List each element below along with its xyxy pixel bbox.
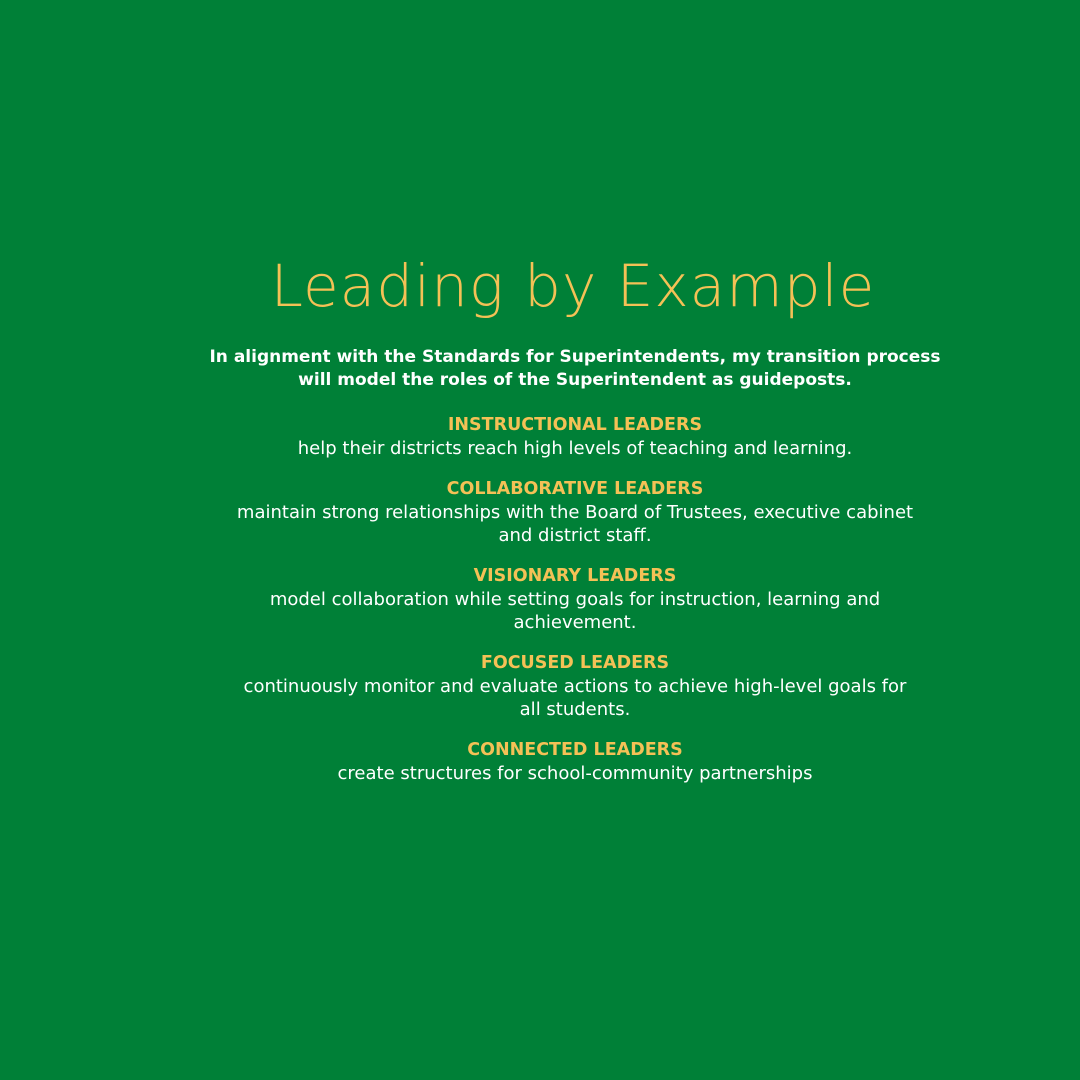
role-collaborative bbox=[70, 478, 1080, 547]
page-title: Leading by Example bbox=[270, 252, 876, 320]
roles-list bbox=[0, 414, 1080, 785]
role-description-line: and district staff. bbox=[498, 525, 652, 546]
role-description-line: continuously monitor and evaluate actions to achieve high-level goals for bbox=[243, 676, 907, 697]
role-heading: VISIONARY LEADERS bbox=[473, 566, 677, 586]
role-description bbox=[70, 437, 1080, 460]
role-description-line: help their districts reach high levels of teaching and learning. bbox=[297, 438, 853, 459]
intro-paragraph bbox=[70, 346, 1080, 392]
role-description-line: maintain strong relationships with the Board of Trustees, executive cabinet bbox=[236, 502, 914, 523]
intro-line: In alignment with the Standards for Superintendents, my transition process bbox=[209, 347, 941, 367]
role-heading: FOCUSED LEADERS bbox=[480, 653, 670, 673]
role-visionary bbox=[70, 565, 1080, 634]
role-description bbox=[70, 501, 1080, 547]
role-instructional bbox=[70, 414, 1080, 460]
role-description-line: create structures for school-community partnerships bbox=[337, 763, 813, 784]
role-description bbox=[70, 675, 1080, 721]
role-description-line: model collaboration while setting goals for instruction, learning and bbox=[269, 589, 881, 610]
role-connected bbox=[70, 739, 1080, 785]
intro-line: will model the roles of the Superintendent as guideposts. bbox=[298, 370, 852, 390]
role-description-line: achievement. bbox=[513, 612, 637, 633]
role-heading: COLLABORATIVE LEADERS bbox=[446, 479, 704, 499]
role-description bbox=[70, 588, 1080, 634]
role-focused bbox=[70, 652, 1080, 721]
role-description bbox=[70, 762, 1080, 785]
slide-content bbox=[0, 250, 1080, 785]
role-heading: CONNECTED LEADERS bbox=[467, 740, 683, 760]
role-heading: INSTRUCTIONAL LEADERS bbox=[447, 415, 703, 435]
role-description-line: all students. bbox=[519, 699, 631, 720]
